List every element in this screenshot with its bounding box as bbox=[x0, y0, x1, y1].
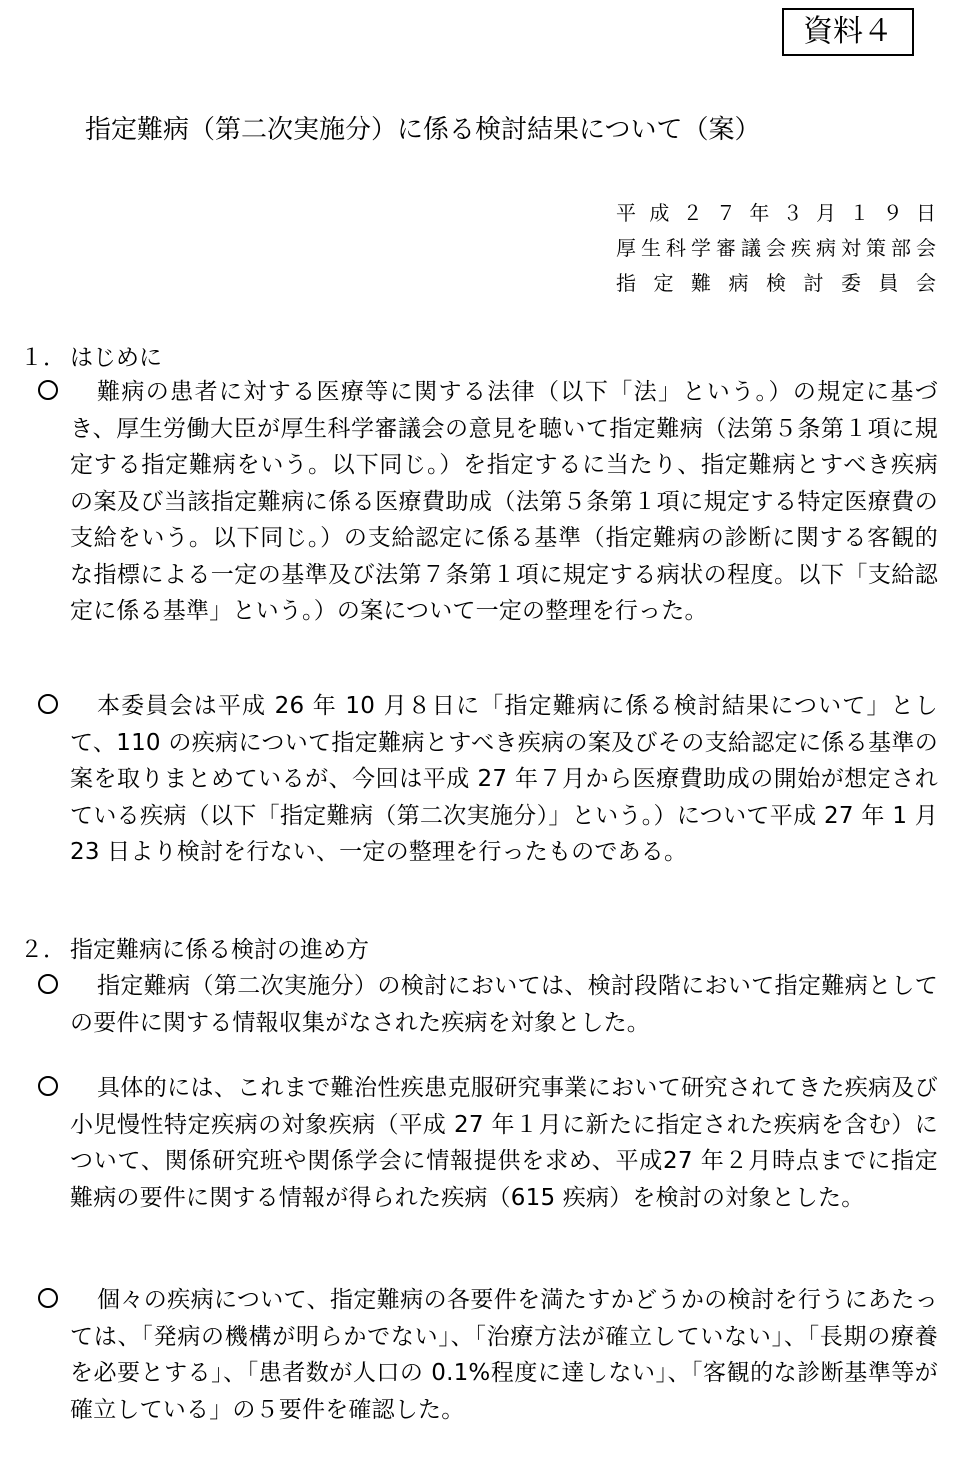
paragraph bbox=[30, 968, 938, 1041]
circle-bullet-icon bbox=[38, 1282, 64, 1308]
section-title: 指定難病に係る検討の進め方 bbox=[70, 937, 369, 963]
section-number: １． bbox=[20, 345, 66, 371]
meta-date: 平成２７年３月１９日 bbox=[616, 201, 936, 225]
document-label-box: 資料４ bbox=[782, 8, 914, 56]
section-heading bbox=[20, 340, 162, 376]
paragraph-text: 個々の疾病について、指定難病の各要件を満たすかどうかの検討を行うにあたっては、「発病の機構が明らかでない」、「治療方法が確立していない」、「長期の療養を必要とする」、「患者数が人口の 0.1%程度に達しない」、「客観的な診断基準等が確立している」の５要件を確認した。 bbox=[70, 1287, 938, 1423]
paragraph bbox=[30, 688, 938, 871]
document-meta bbox=[616, 196, 936, 301]
section-number: ２． bbox=[20, 937, 66, 963]
paragraph-text: 具体的には、これまで難治性疾患克服研究事業において研究されてきた疾病及び小児慢性特定疾病の対象疾病（平成 27 年１月に新たに指定された疾病を含む）について、関係研究班や関係学会に情報提供を求め、平成27 年２月時点までに指定難病の要件に関する情報が得られた疾病（615 疾病）を検討の対象とした。 bbox=[70, 1075, 938, 1211]
paragraph-text: 本委員会は平成 26 年 10 月８日に「指定難病に係る検討結果について」として、110 の疾病について指定難病とすべき疾病の案及びその支給認定に係る基準の案を取りまとめているが、今回は平成 27 年７月から医療費助成の開始が想定されている疾病（以下「指定難病（第二次実施分）」という。）について平成 27 年 1 月 23 日より検討を行ない、一定の整理を行ったものである。 bbox=[70, 693, 938, 865]
section-title: はじめに bbox=[70, 345, 162, 371]
circle-bullet-icon bbox=[38, 968, 64, 994]
document-title: 指定難病（第二次実施分）に係る検討結果について（案） bbox=[85, 115, 761, 145]
circle-bullet-icon bbox=[38, 688, 64, 714]
section-heading bbox=[20, 932, 369, 968]
meta-committee: 指定難病検討委員会 bbox=[616, 271, 936, 295]
circle-bullet-icon bbox=[38, 374, 64, 400]
paragraph bbox=[30, 1282, 938, 1428]
paragraph bbox=[30, 374, 938, 630]
meta-organization: 厚生科学審議会疾病対策部会 bbox=[616, 236, 936, 260]
paragraph-text: 指定難病（第二次実施分）の検討においては、検討段階において指定難病としての要件に関する情報収集がなされた疾病を対象とした。 bbox=[70, 973, 938, 1036]
circle-bullet-icon bbox=[38, 1070, 64, 1096]
paragraph bbox=[30, 1070, 938, 1216]
paragraph-text: 難病の患者に対する医療等に関する法律（以下「法」という。）の規定に基づき、厚生労働大臣が厚生科学審議会の意見を聴いて指定難病（法第５条第１項に規定する指定難病をいう。以下同じ。）を指定するに当たり、指定難病とすべき疾病の案及び当該指定難病に係る医療費助成（法第５条第１項に規定する特定医療費の支給をいう。以下同じ。）の支給認定に係る基準（指定難病の診断に関する客観的な指標による一定の基準及び法第７条第１項に規定する病状の程度。以下「支給認定に係る基準」という。）の案について一定の整理を行った。 bbox=[70, 379, 938, 624]
